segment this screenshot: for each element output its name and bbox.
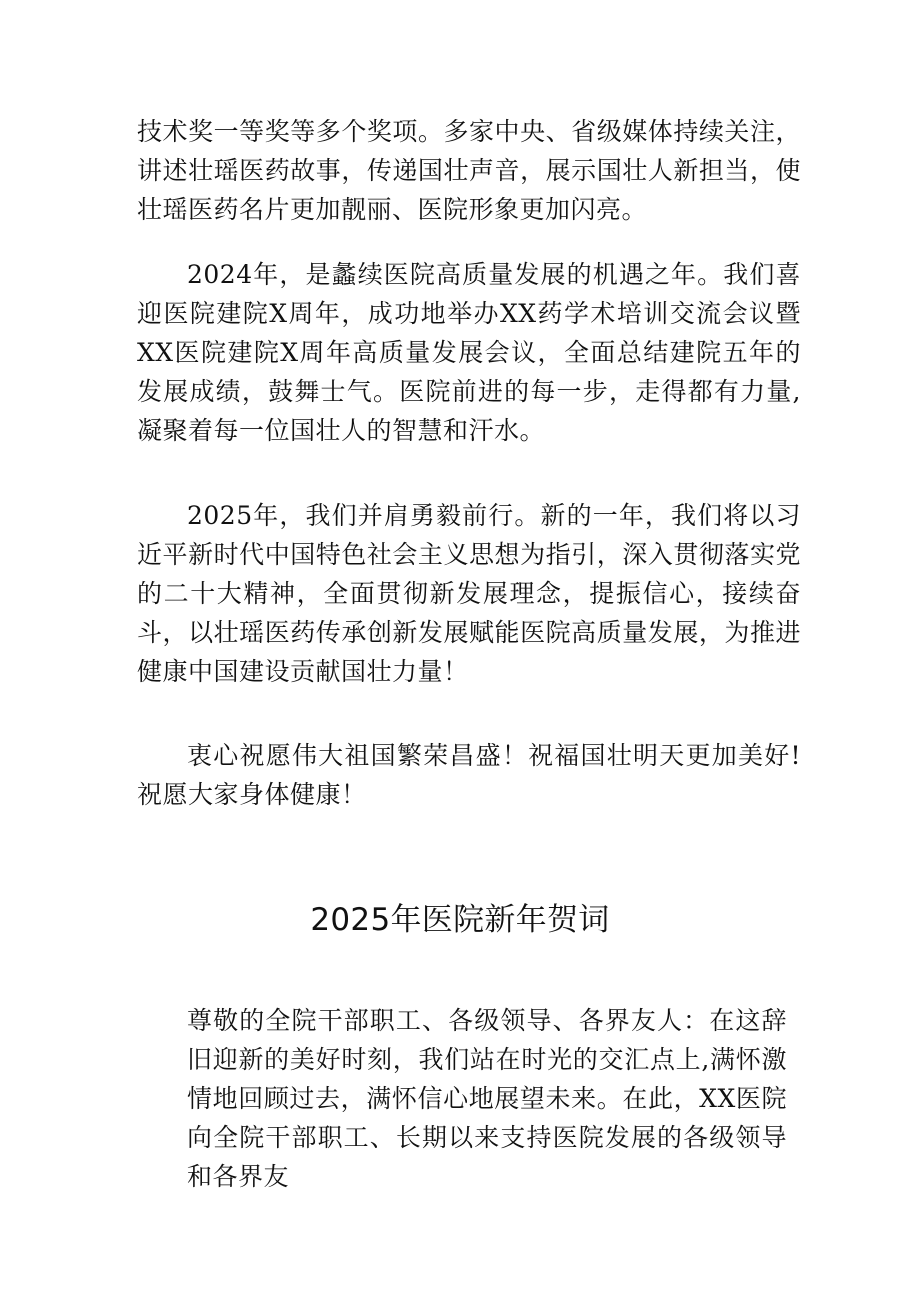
paragraph-2025 xyxy=(137,496,801,691)
paragraph-greeting xyxy=(187,1001,787,1196)
paragraph-text: 2024年，是蠡续医院高质量发展的机遇之年。我们喜迎医院建院X周年，成功地举办XX药学术培训交流会议暨XX医院建院X周年高质量发展会议，全面总结建院五年的发展成绩，鼓舞士气。医院前进的每一步，走得都有力量,凝聚着每一位国壮人的智慧和汗水。 xyxy=(137,260,801,445)
paragraph-wishes xyxy=(137,736,801,814)
paragraph-text: 技术奖一等奖等多个奖项。多家中央、省级媒体持续关注，讲述壮瑶医药故事，传递国壮声音，展示国壮人新担当，使壮瑶医药名片更加靓丽、医院形象更加闪亮。 xyxy=(137,117,801,224)
section-title: 2025年医院新年贺词 xyxy=(310,902,610,938)
paragraph-2024 xyxy=(137,255,801,450)
paragraph-awards xyxy=(137,112,801,229)
paragraph-text: 尊敬的全院干部职工、各级领导、各界友人：在这辞旧迎新的美好时刻，我们站在时光的交汇点上,满怀激情地回顾过去，满怀信心地展望未来。在此，XX医院向全院干部职工、长期以来支持医院发展的各级领导和各界友 xyxy=(187,1006,787,1191)
paragraph-text: 2025年，我们并肩勇毅前行。新的一年，我们将以习近平新时代中国特色社会主义思想为指引，深入贯彻落实党的二十大精神，全面贯彻新发展理念，提振信心，接续奋斗，以壮瑶医药传承创新发展赋能医院高质量发展，为推进健康中国建设贡献国壮力量！ xyxy=(137,501,801,686)
paragraph-text: 衷心祝愿伟大祖国繁荣昌盛！祝福国壮明天更加美好!祝愿大家身体健康！ xyxy=(137,741,801,809)
